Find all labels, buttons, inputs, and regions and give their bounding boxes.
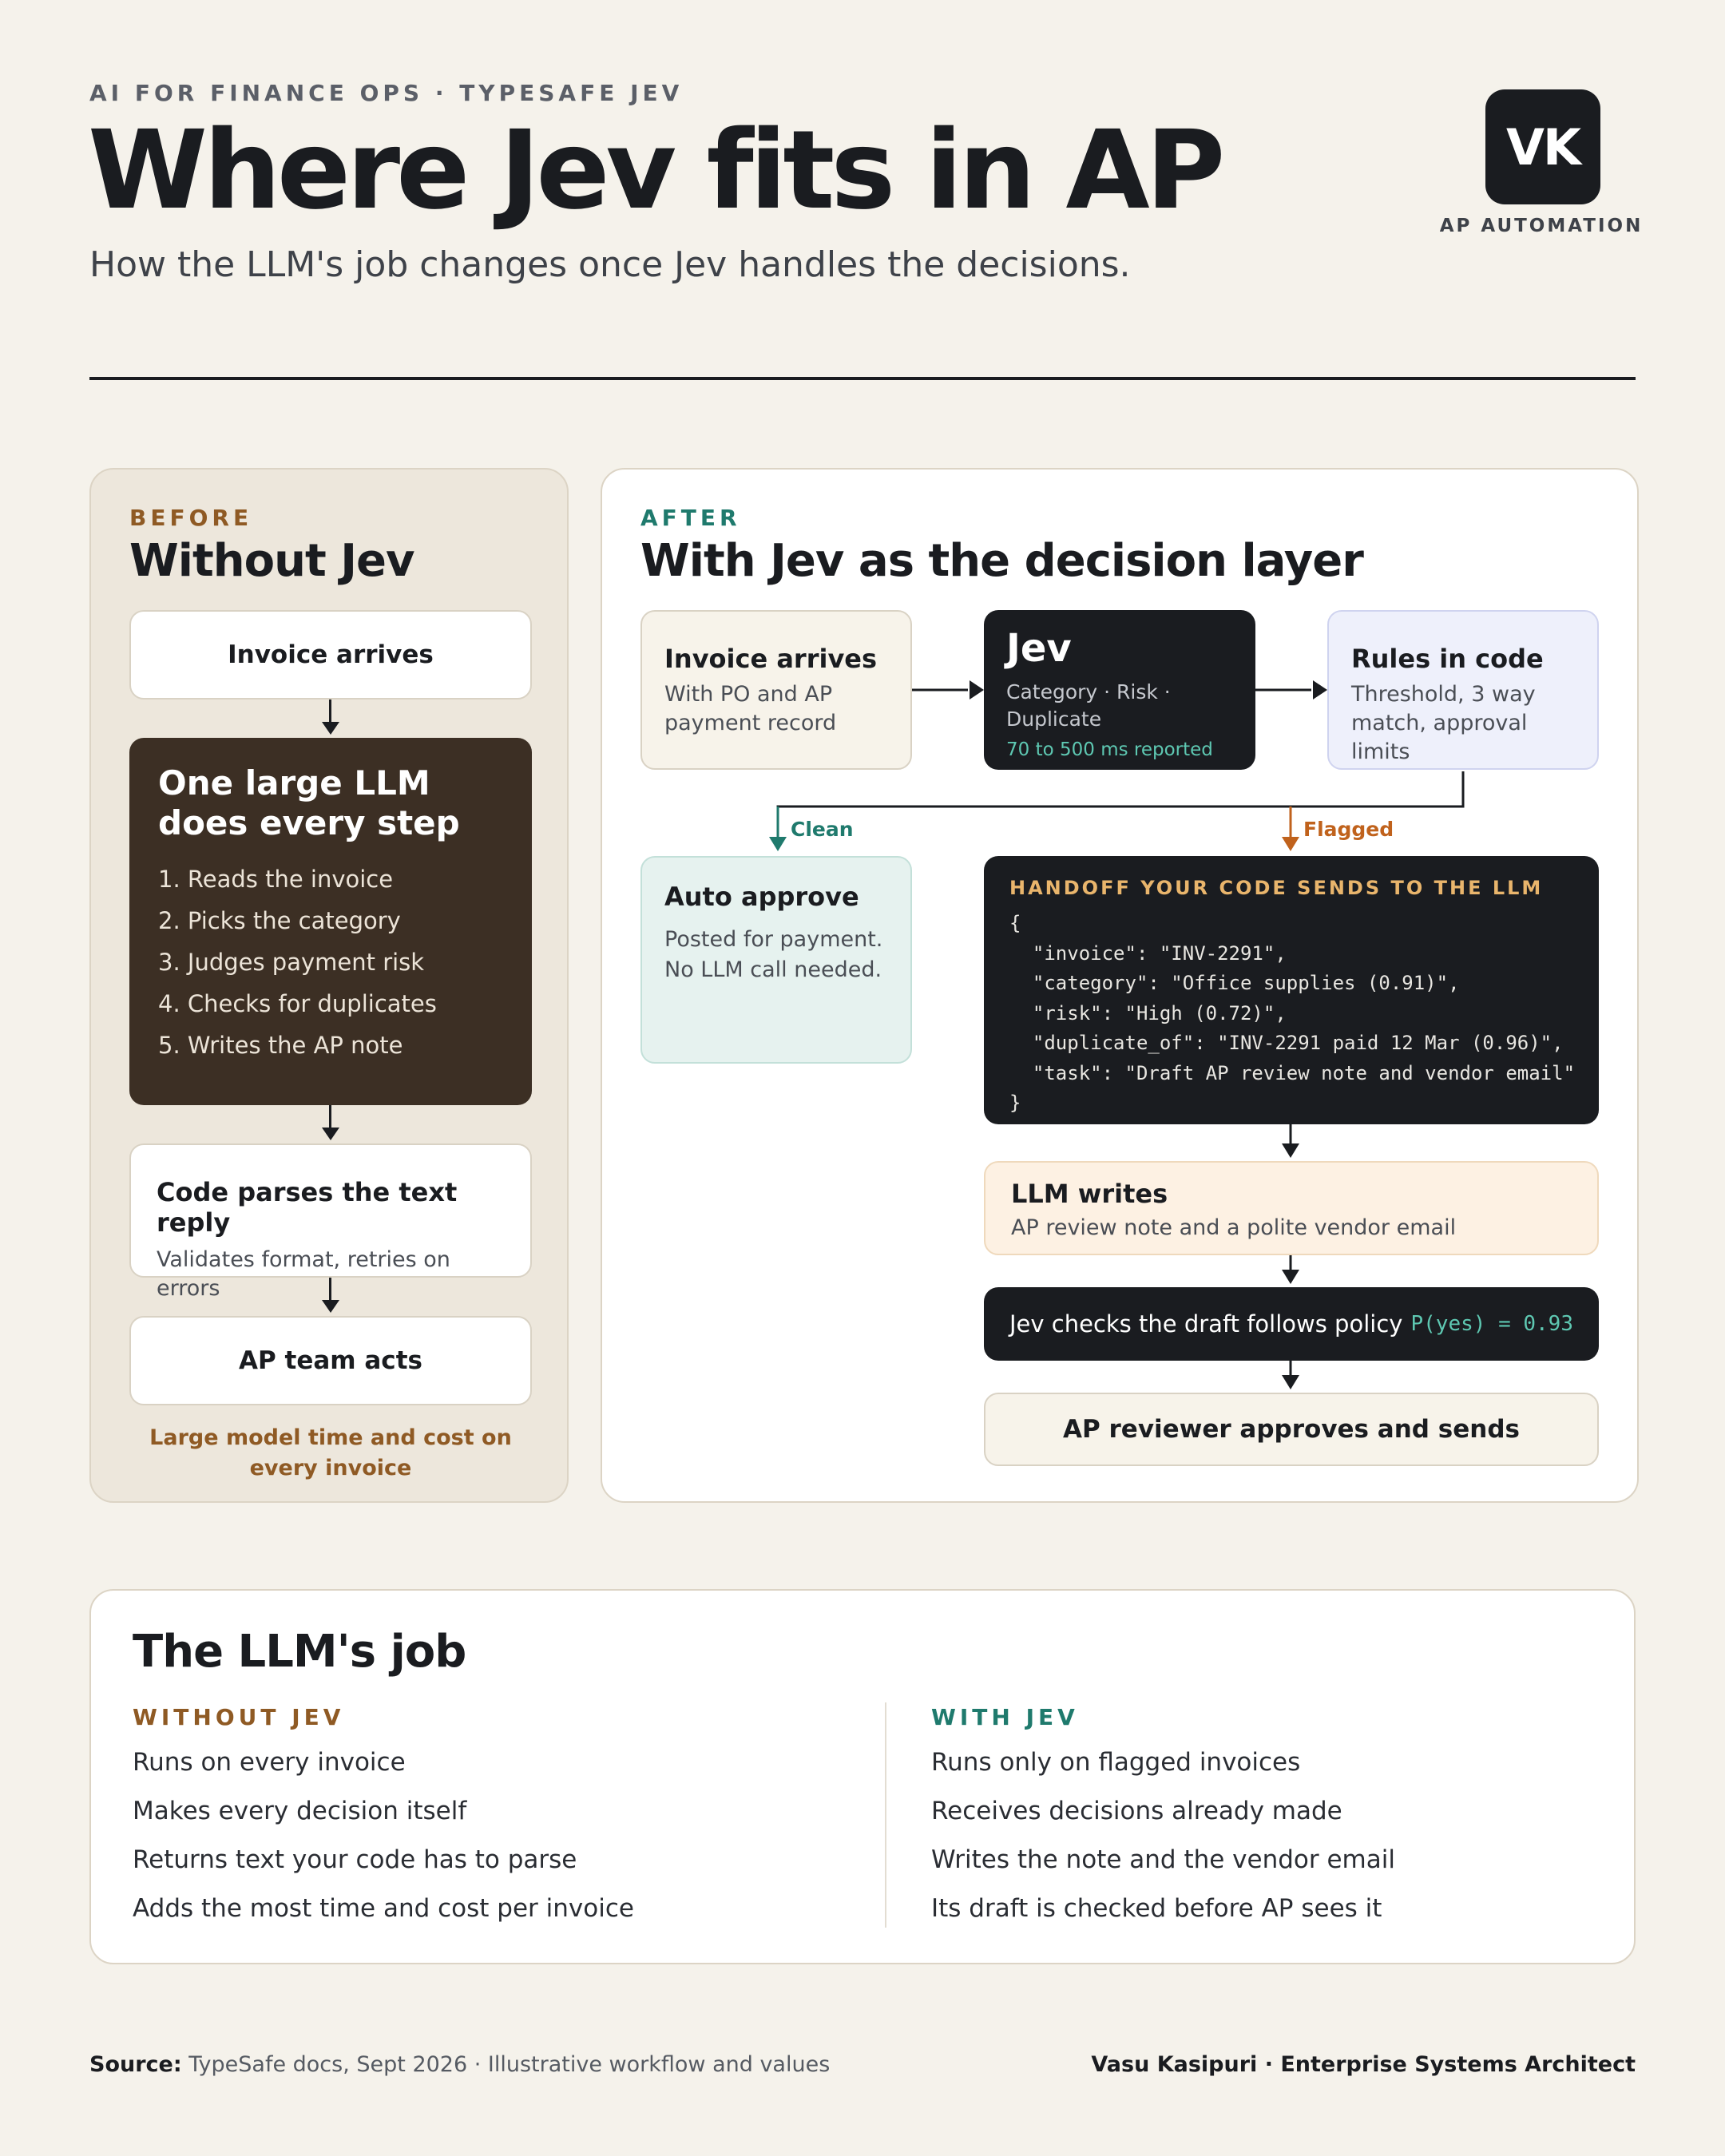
parse-sub: Validates format, retries on errors	[157, 1247, 450, 1301]
jev-sub: Category · Risk · Duplicate	[1006, 680, 1171, 731]
arrow-writes-to-check	[1282, 1255, 1299, 1284]
arrow-invoice-to-jev	[912, 680, 984, 700]
arrow-line	[329, 1105, 331, 1129]
llm-step: 3. Judges payment risk	[158, 948, 425, 976]
check-text: Jev checks the draft follows policy	[1009, 1310, 1403, 1338]
writes-title: LLM writes	[1011, 1179, 1168, 1209]
code-line: "category": "Office supplies (0.91)",	[1009, 972, 1460, 994]
llm-step: 1. Reads the invoice	[158, 865, 394, 893]
job-title: The LLM's job	[133, 1626, 466, 1678]
arrow-jev-to-rules	[1255, 680, 1327, 700]
jev-policy-check-box	[984, 1287, 1599, 1361]
code-line: {	[1009, 912, 1021, 934]
code-line: "duplicate_of": "INV-2291 paid 12 Mar (0.96)",	[1009, 1032, 1564, 1054]
without-jev-column	[133, 1704, 811, 1933]
list-item: Runs on every invoice	[133, 1748, 406, 1777]
logo-caption: AP AUTOMATION	[1439, 216, 1644, 236]
without-jev-label: WITHOUT JEV	[133, 1704, 345, 1730]
arrow-line	[329, 1278, 331, 1302]
writes-sub: AP review note and a polite vendor email	[1011, 1215, 1457, 1240]
arrow-handoff-to-writes	[1282, 1124, 1299, 1158]
llm-writes-box	[984, 1161, 1599, 1255]
after-label: AFTER	[640, 505, 741, 531]
source-label: Source:	[89, 2052, 182, 2077]
header-divider	[89, 377, 1636, 380]
jev-latency: 70 to 500 ms reported	[1006, 739, 1213, 760]
invoice-sub: With PO and AP payment record	[664, 682, 837, 735]
llm-step: 2. Picks the category	[158, 906, 401, 934]
auto-sub: Posted for payment. No LLM call needed.	[664, 927, 883, 982]
cost-note: Large model time and cost on every invoice	[149, 1425, 512, 1480]
auto-title: Auto approve	[664, 882, 859, 912]
llm-step: 4. Checks for duplicates	[158, 989, 437, 1017]
before-invoice-box: Invoice arrives	[129, 610, 532, 700]
arrow-down-icon	[322, 1128, 339, 1140]
list-item: Its draft is checked before AP sees it	[931, 1894, 1382, 1923]
check-probability: P(yes) = 0.93	[1410, 1312, 1573, 1336]
with-jev-label: WITH JEV	[931, 1704, 1079, 1730]
code-line: "risk": "High (0.72)",	[1009, 1001, 1287, 1024]
reviewer-approves-box: AP reviewer approves and sends	[984, 1393, 1599, 1466]
arrow-down-icon	[322, 1300, 339, 1313]
code-parses-box	[129, 1143, 532, 1301]
rules-title: Rules in code	[1351, 644, 1544, 674]
before-title: Without Jev	[129, 535, 414, 587]
arrow-check-to-approve	[1282, 1361, 1299, 1389]
arrow-line	[329, 700, 331, 723]
handoff-code-box	[984, 856, 1599, 1124]
source-text: TypeSafe docs, Sept 2026 · Illustrative workflow and values	[188, 2052, 831, 2077]
llm-step: 5. Writes the AP note	[158, 1031, 403, 1059]
list-item: Runs only on flagged invoices	[931, 1748, 1301, 1777]
invoice-title: Invoice arrives	[664, 644, 878, 674]
auto-approve-box	[640, 856, 912, 1064]
llm-does-every-step-box	[129, 738, 532, 1105]
page-subtitle: How the LLM's job changes once Jev handles the decisions.	[89, 244, 1131, 285]
llm-box-title: One large LLM does every step	[158, 763, 460, 843]
footer-source	[89, 2052, 830, 2077]
with-jev-column	[931, 1704, 1610, 1933]
ap-team-acts-box: AP team acts	[129, 1316, 532, 1405]
eyebrow: AI FOR FINANCE OPS · TYPESAFE JEV	[89, 80, 684, 106]
jev-name: Jev	[1006, 626, 1072, 671]
column-divider	[885, 1702, 886, 1928]
after-title: With Jev as the decision layer	[640, 535, 1363, 587]
code-line: }	[1009, 1092, 1021, 1114]
flagged-label: Flagged	[1303, 818, 1394, 841]
page-title: Where Jev fits in AP	[88, 108, 1222, 234]
list-item: Adds the most time and cost per invoice	[133, 1894, 634, 1923]
arrow-down-icon	[322, 722, 339, 735]
vk-logo: VK	[1485, 89, 1600, 204]
list-item: Writes the note and the vendor email	[931, 1845, 1395, 1874]
parse-title: Code parses the text reply	[157, 1177, 458, 1238]
code-line: "invoice": "INV-2291",	[1009, 941, 1287, 965]
list-item: Receives decisions already made	[931, 1797, 1342, 1825]
list-item: Makes every decision itself	[133, 1797, 467, 1825]
before-label: BEFORE	[129, 505, 253, 531]
handoff-label: HANDOFF YOUR CODE SENDS TO THE LLM	[1009, 877, 1544, 899]
footer-author: Vasu Kasipuri · Enterprise Systems Architect	[1091, 2052, 1636, 2077]
code-line: "task": "Draft AP review note and vendor email"	[1009, 1061, 1576, 1084]
rules-sub: Threshold, 3 way match, approval limits	[1351, 682, 1536, 764]
clean-label: Clean	[791, 818, 854, 841]
list-item: Returns text your code has to parse	[133, 1845, 577, 1874]
